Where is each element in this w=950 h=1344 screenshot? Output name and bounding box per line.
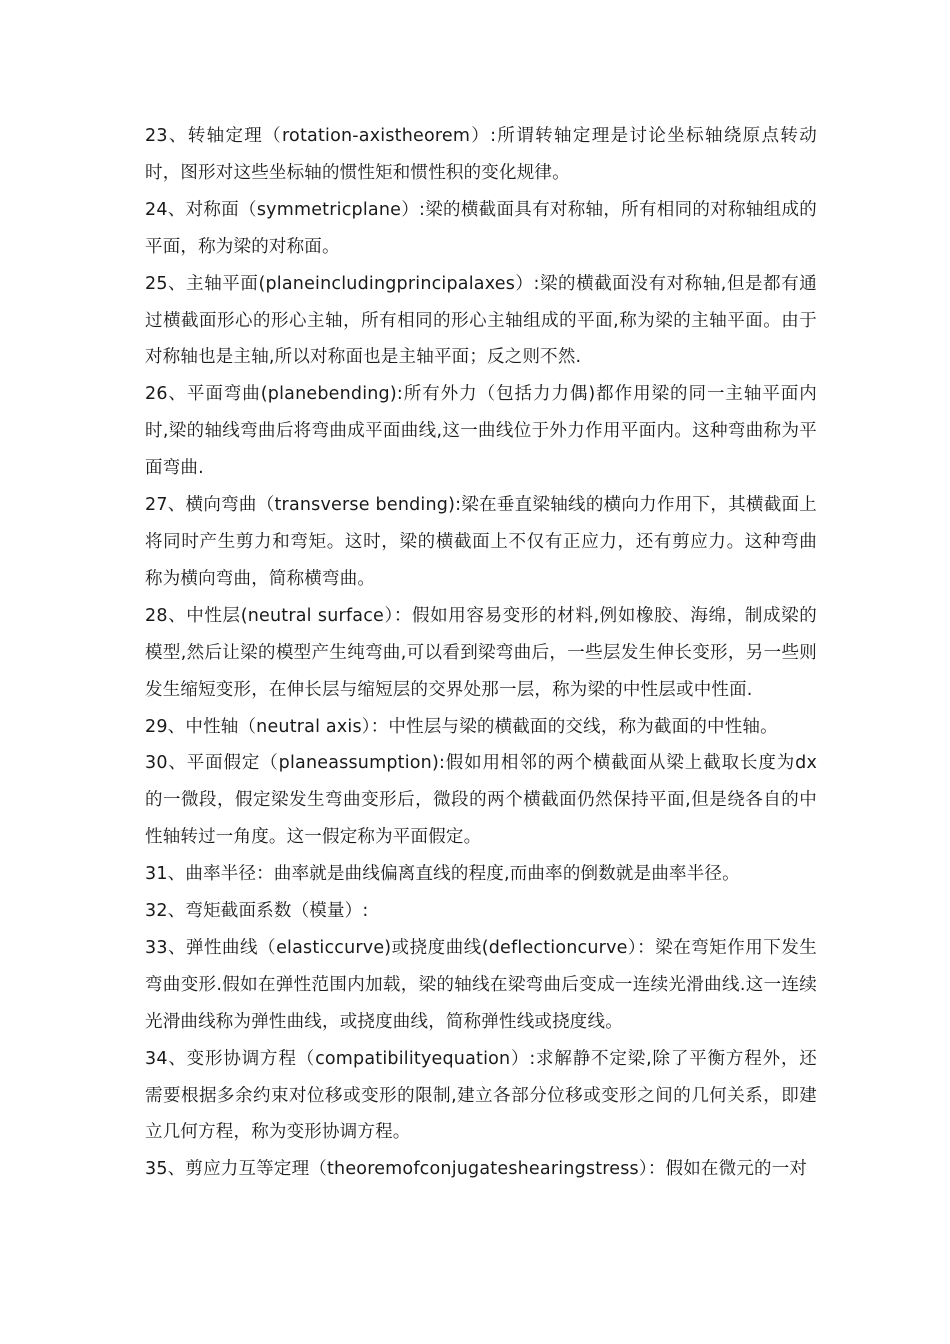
paragraph-32: 32、弯矩截面系数（模量）: bbox=[145, 901, 369, 922]
paragraph-31: 31、曲率半径：曲率就是曲线偏离直线的程度,而曲率的倒数就是曲率半径。 bbox=[145, 864, 740, 885]
paragraph-33: 33、弹性曲线（elasticcurve)或挠度曲线(deflectioncurve）：梁在弯矩作用下发生弯曲变形.假如在弹性范围内加载，梁的轴线在梁弯曲后变成一连续光滑曲线.这一连续光滑曲线称为弹性曲线，或挠度曲线，简称弹性线或挠度线。 bbox=[145, 937, 817, 1032]
paragraph-27: 27、横向弯曲（transverse bending):梁在垂直梁轴线的横向力作用下，其横截面上将同时产生剪力和弯矩。这时，梁的横截面上不仅有正应力，还有剪应力。这种弯曲称为横向弯曲，简称横弯曲。 bbox=[145, 495, 817, 589]
paragraph-35: 35、剪应力互等定理（theoremofconjugateshearingstress）：假如在微元的一对 bbox=[145, 1159, 808, 1180]
paragraph-23: 23、转轴定理（rotation-axistheorem）:所谓转轴定理是讨论坐标轴绕原点转动时，图形对这些坐标轴的惯性矩和惯性积的变化规律。 bbox=[145, 126, 817, 183]
paragraph-25: 25、主轴平面(planeincludingprincipalaxes）:梁的横截面没有对称轴,但是都有通过横截面形心的形心主轴，所有相同的形心主轴组成的平面,称为梁的主轴平面。由于对称轴也是主轴,所以对称面也是主轴平面；反之则不然. bbox=[145, 273, 817, 368]
paragraph-29: 29、中性轴（neutral axis）：中性层与梁的横截面的交线，称为截面的中性轴。 bbox=[145, 716, 778, 737]
paragraph-26: 26、平面弯曲(planebending):所有外力（包括力力偶)都作用梁的同一主轴平面内时,梁的轴线弯曲后将弯曲成平面曲线,这一曲线位于外力作用平面内。这种弯曲称为平面弯曲. bbox=[145, 384, 817, 479]
paragraph-28: 28、中性层(neutral surface）：假如用容易变形的材料,例如橡胶、海绵，制成梁的模型,然后让梁的模型产生纯弯曲,可以看到梁弯曲后，一些层发生伸长变形，另一些则发生缩短变形，在伸长层与缩短层的交界处那一层，称为梁的中性层或中性面. bbox=[145, 605, 817, 700]
paragraph-24: 24、对称面（symmetricplane）:梁的横截面具有对称轴，所有相同的对称轴组成的平面，称为梁的对称面。 bbox=[145, 199, 817, 257]
paragraph-34: 34、变形协调方程（compatibilityequation）:求解静不定梁,除了平衡方程外，还需要根据多余约束对位移或变形的限制,建立各部分位移或变形之间的几何关系，即建立几何方程，称为变形协调方程。 bbox=[145, 1048, 817, 1143]
document-body bbox=[145, 118, 817, 1188]
paragraph-30: 30、平面假定（planeassumption):假如用相邻的两个横截面从梁上截取长度为dx 的一微段，假定梁发生弯曲变形后，微段的两个横截面仍然保持平面,但是绕各自的中性轴转过一角度。这一假定称为平面假定。 bbox=[145, 753, 817, 848]
